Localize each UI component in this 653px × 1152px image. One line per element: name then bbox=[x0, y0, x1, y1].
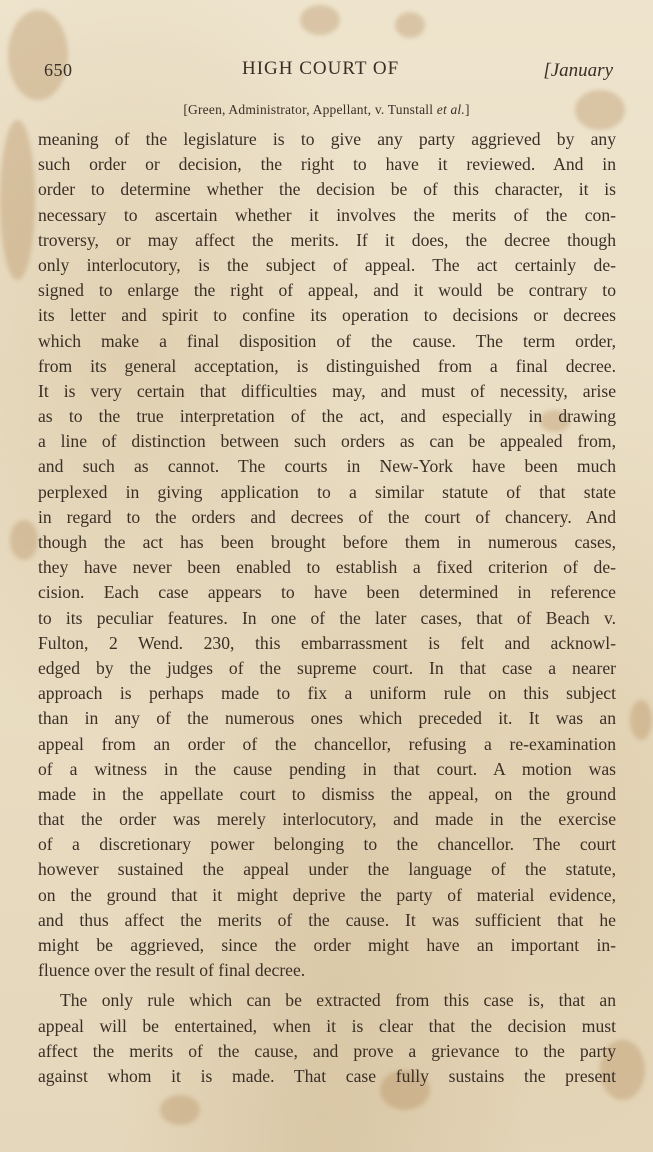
text-line: fluence over the result of final decree. bbox=[38, 960, 306, 981]
page-number: 650 bbox=[44, 60, 73, 80]
text-line: troversy, or may affect the merits. If it does, the decree though bbox=[38, 229, 616, 250]
running-head bbox=[44, 58, 613, 88]
text-line: in regard to the orders and decrees of the court of chancery. And bbox=[38, 506, 616, 527]
court-title: HIGH COURT OF bbox=[242, 58, 400, 79]
text-line: and thus affect the merits of the cause. It was sufficient that he bbox=[38, 909, 616, 930]
text-line: cision. Each case appears to have been determined in reference bbox=[38, 582, 616, 603]
text-line: however sustained the appeal under the language of the statute, bbox=[38, 859, 616, 880]
stain bbox=[630, 700, 652, 740]
text-line: than in any of the numerous ones which preceded it. It was an bbox=[38, 708, 616, 729]
text-line: they have never been enabled to establish a fixed criterion of de- bbox=[38, 557, 616, 578]
case-title-et-al: et al. bbox=[436, 102, 465, 117]
text-line: affect the merits of the cause, and prove a grievance to the party bbox=[38, 1040, 616, 1061]
body-text bbox=[38, 127, 616, 1089]
text-line: though the act has been brought before them in numerous cases, bbox=[38, 532, 616, 552]
text-line: made in the appellate court to dismiss the appeal, on the ground bbox=[38, 783, 616, 804]
text-line: to its peculiar features. In one of the later cases, that of Beach v. bbox=[38, 607, 616, 628]
text-line: approach is perhaps made to fix a uniform rule on this subject bbox=[38, 683, 616, 704]
text-line: edged by the judges of the supreme court. In that case a nearer bbox=[38, 657, 616, 678]
text-line: which make a final disposition of the cause. The term order, bbox=[38, 330, 616, 351]
text-line: meaning of the legislature is to give any party aggrieved by any bbox=[38, 129, 616, 149]
text-line: that the order was merely interlocutory, and made in the exercise bbox=[38, 809, 616, 830]
text-line: appeal will be entertained, when it is clear that the decision must bbox=[38, 1015, 616, 1036]
text-line: perplexed in giving application to a similar statute of that state bbox=[38, 481, 616, 502]
text-line: might be aggrieved, since the order might have an important in- bbox=[38, 935, 616, 955]
text-line: as to the true interpretation of the act, and especially in drawing bbox=[38, 406, 616, 427]
text-line: of a witness in the cause pending in that court. A motion was bbox=[38, 758, 616, 779]
text-line: from its general acceptation, is distinguished from a final decree. bbox=[38, 355, 616, 376]
text-line: It is very certain that difficulties may, and must of necessity, arise bbox=[38, 380, 616, 401]
text-line: of a discretionary power belonging to the chancellor. The court bbox=[38, 834, 616, 855]
text-line: on the ground that it might deprive the party of material evidence, bbox=[38, 884, 616, 905]
text-line: Fulton, 2 Wend. 230, this embarrassment is felt and acknowl- bbox=[38, 632, 616, 653]
text-line: such order or decision, the right to have it reviewed. And in bbox=[38, 154, 616, 175]
text-line: only interlocutory, is the subject of appeal. The act certainly de- bbox=[38, 254, 616, 275]
stain bbox=[0, 120, 35, 280]
month-label: [January bbox=[543, 60, 613, 81]
text-line: and such as cannot. The courts in New-York have been much bbox=[38, 456, 616, 477]
stain bbox=[160, 1095, 200, 1125]
text-line: against whom it is made. That case fully sustains the present bbox=[38, 1065, 616, 1086]
stain bbox=[300, 5, 340, 35]
case-title-prefix: [Green, Administrator, Appellant, v. Tunstall bbox=[183, 102, 437, 117]
stain bbox=[10, 520, 38, 560]
text-line: necessary to ascertain whether it involves the merits of the con- bbox=[38, 204, 616, 225]
text-line: a line of distinction between such orders as can be appealed from, bbox=[38, 431, 616, 452]
text-line: signed to enlarge the right of appeal, and it would be contrary to bbox=[38, 280, 616, 301]
text-line: The only rule which can be extracted from this case is, that an bbox=[60, 990, 616, 1011]
case-title bbox=[0, 102, 653, 118]
stain bbox=[395, 12, 425, 38]
text-line: order to determine whether the decision be of this character, it is bbox=[38, 179, 616, 200]
case-title-suffix: ] bbox=[464, 102, 470, 117]
text-line: its letter and spirit to confine its operation to decisions or decrees bbox=[38, 305, 616, 326]
text-line: appeal from an order of the chancellor, refusing a re-examination bbox=[38, 733, 616, 754]
